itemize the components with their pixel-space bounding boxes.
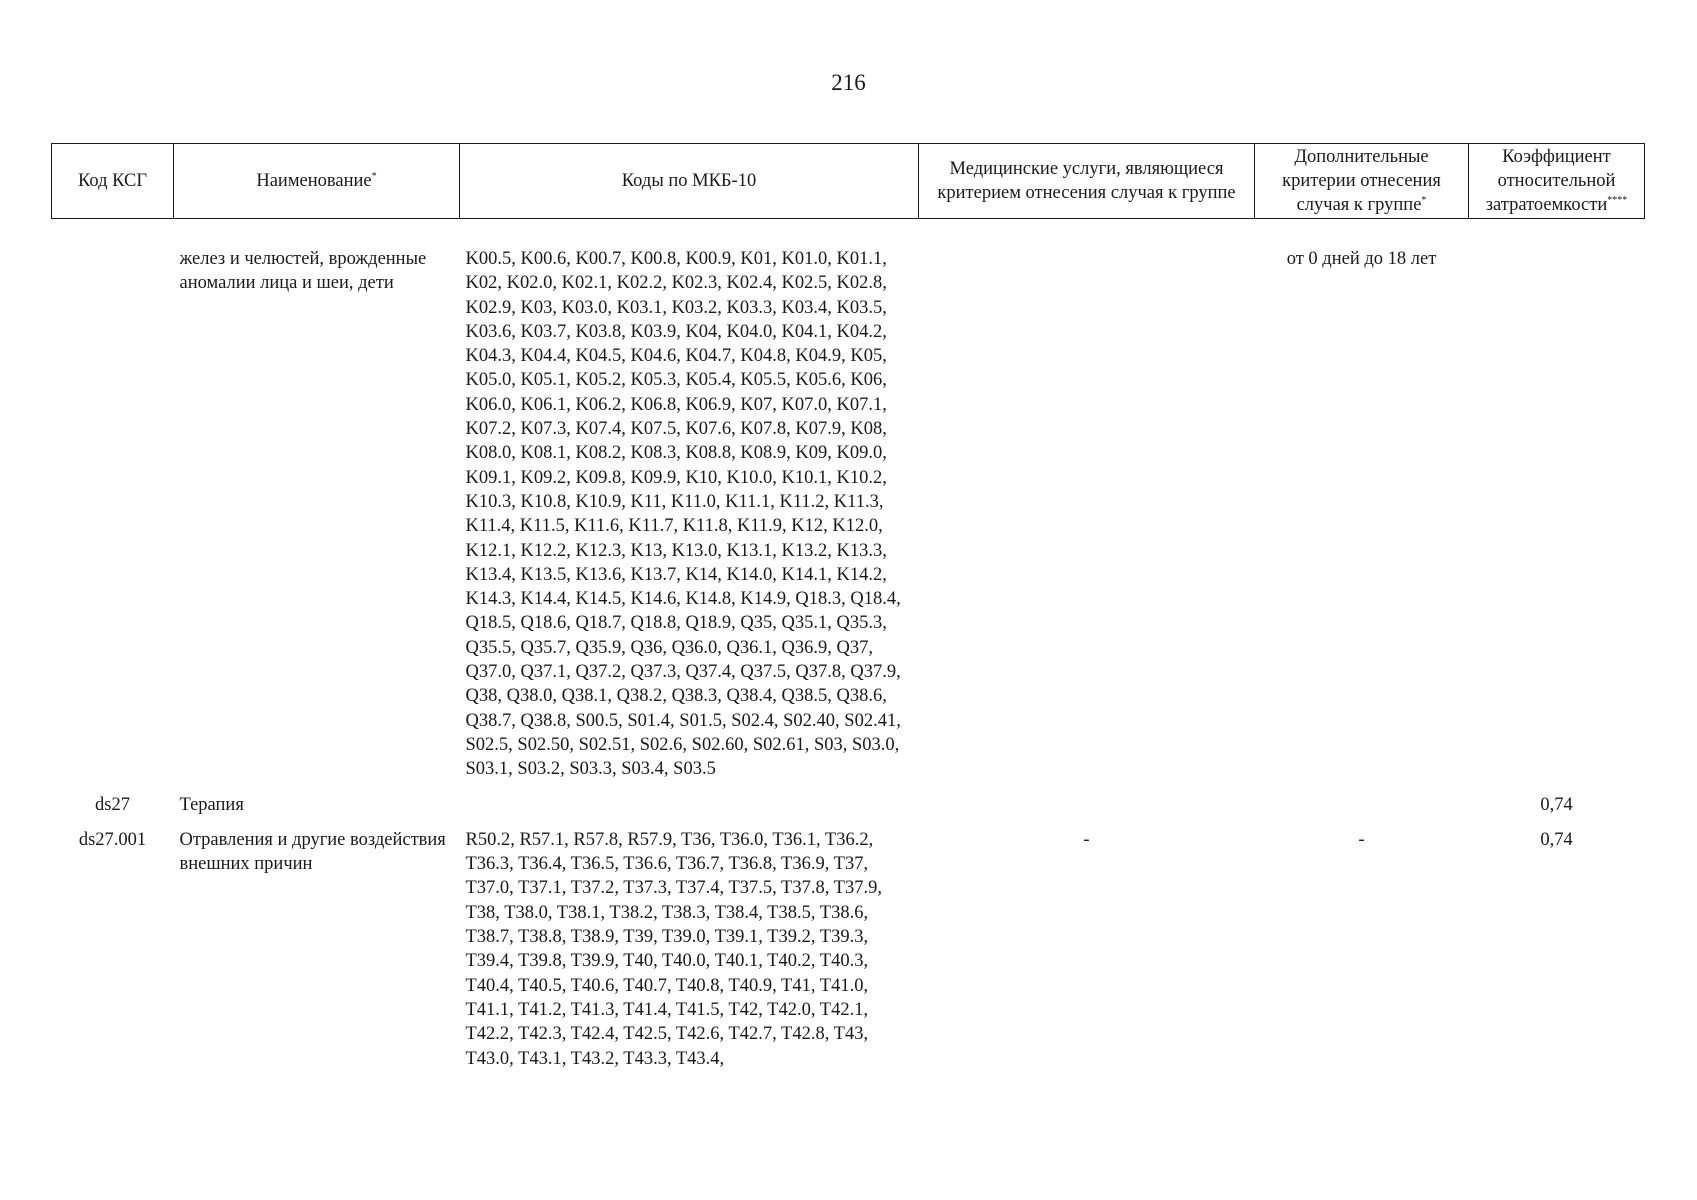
ksg-table: [51, 143, 1645, 1071]
header-services-text: Медицинские услуги, являющиеся критерием отнесения случая к группе: [937, 158, 1236, 203]
cell-name: Отравления и другие воздействия внешних причин: [179, 829, 446, 875]
cell-criteria: от 0 дней до 18 лет: [1286, 249, 1437, 269]
header-criteria: [1255, 144, 1469, 219]
table-row: [52, 782, 1645, 817]
table-body: [52, 219, 1645, 1071]
table-row: [52, 817, 1645, 1071]
header-mkb: [460, 144, 919, 219]
cell-code: ds27.001: [78, 829, 147, 850]
cell-coef: 0,74: [1540, 829, 1573, 850]
header-criteria-text: Дополнительные критерии отнесения случая к группе: [1282, 146, 1441, 216]
cell-mkb-codes: K00.5, K00.6, K00.7, K00.8, K00.9, K01, K01.0, K01.1, K02, K02.0, K02.1, K02.2, K02.3, K02.4, K02.5, K02.8, K02.9, K03, K03.0, K03.1, K03.2, K03.3, K03.4, K03.5, K03.6, K03.7, K03.8, K03.9, K04, K04.0, K04.1, K04.2, K04.3, K04.4, K04.5, K04.6, K04.7, K04.8, K04.9, K05, K05.0, K05.1, K05.2, K05.3, K05.4, K05.5, K05.6, K06, K06.0, K06.1, K06.2, K06.8, K06.9, K07, K07.0, K07.1, K07.2, K07.3, K07.4, K07.5, K07.6, K07.8, K07.9, K08, K08.0, K08.1, K08.2, K08.3, K08.8, K08.9, K09, K09.0, K09.1, K09.2, K09.8, K09.9, K10, K10.0, K10.1, K10.2, K10.3, K10.8, K10.9, K11, K11.0, K11.1, K11.2, K11.3, K11.4, K11.5, K11.6, K11.7, K11.8, K11.9, K12, K12.0, K12.1, K12.2, K12.3, K13, K13.0, K13.1, K13.2, K13.3, K13.4, K13.5, K13.6, K13.7, K14, K14.0, K14.1, K14.2, K14.3, K14.4, K14.5, K14.6, K14.8, K14.9, Q18.3, Q18.4, Q18.5, Q18.6, Q18.7, Q18.8, Q18.9, Q35, Q35.1, Q35.3, Q35.5, Q35.7, Q35.9, Q36, Q36.0, Q36.1, Q36.9, Q37, Q37.0, Q37.1, Q37.2, Q37.3, Q37.4, Q37.5, Q37.8, Q37.9, Q38, Q38.0, Q38.1, Q38.2, Q38.3, Q38.4, Q38.5, Q38.6, Q38.7, Q38.8, S00.5, S01.4, S01.5, S02.4, S02.40, S02.41, S02.5, S02.50, S02.51, S02.6, S02.60, S02.61, S03, S03.0, S03.1, S03.2, S03.3, S03.4, S03.5: [465, 249, 901, 780]
cell-code: [52, 219, 174, 782]
cell-name: Терапия: [179, 794, 244, 815]
header-coef-footnote-mark: ****: [1607, 194, 1628, 206]
header-mkb-text: Коды по МКБ-10: [621, 170, 757, 191]
cell-code: ds27: [95, 794, 130, 815]
header-coef: [1469, 144, 1645, 219]
cell-criteria: -: [1358, 829, 1365, 850]
cell-name: желез‌ и челюстей, врожденные аномалии лица и шеи, дети: [179, 249, 427, 294]
header-name-text: Наименование: [256, 170, 372, 191]
cell-criteria: [1255, 782, 1469, 817]
header-row: [52, 144, 1645, 219]
header-name-footnote-mark: *: [371, 170, 377, 182]
header-name: [174, 144, 460, 219]
table-row: [52, 219, 1645, 782]
cell-mkb-codes: R50.2, R57.1, R57.8, R57.9, T36, T36.0, T36.1, T36.2, T36.3, T36.4, T36.5, T36.6, T36.7, T36.8, T36.9, T37, T37.0, T37.1, T37.2, T37.3, T37.4, T37.5, T37.8, T37.9, T38, T38.0, T38.1, T38.2, T38.3, T38.4, T38.5, T38.6, T38.7, T38.8, T38.9, T39, T39.0, T39.1, T39.2, T39.3, T39.4, T39.8, T39.9, T40, T40.0, T40.1, T40.2, T40.3, T40.4, T40.5, T40.6, T40.7, T40.8, T40.9, T41, T41.0, T41.1, T41.2, T41.3, T41.4, T41.5, T42, T42.0, T42.1, T42.2, T42.3, T42.4, T42.5, T42.6, T42.7, T42.8, T43, T43.0, T43.1, T43.2, T43.3, T43.4,: [465, 829, 882, 1069]
cell-coef: 0,74: [1540, 794, 1573, 815]
cell-services: -: [1083, 829, 1090, 850]
header-code: [52, 144, 174, 219]
header-criteria-footnote-mark: *: [1421, 194, 1427, 206]
header-code-text: Код КСГ: [77, 170, 148, 191]
cell-mkb-codes: [460, 782, 919, 817]
cell-services: [919, 782, 1255, 817]
table-header: [52, 144, 1645, 219]
header-coef-text: Коэффициент относительной затратоемкости: [1485, 146, 1616, 216]
cell-services: [919, 219, 1255, 782]
cell-coef: [1469, 219, 1645, 782]
header-services: [919, 144, 1255, 219]
page-number: 216: [831, 70, 866, 95]
